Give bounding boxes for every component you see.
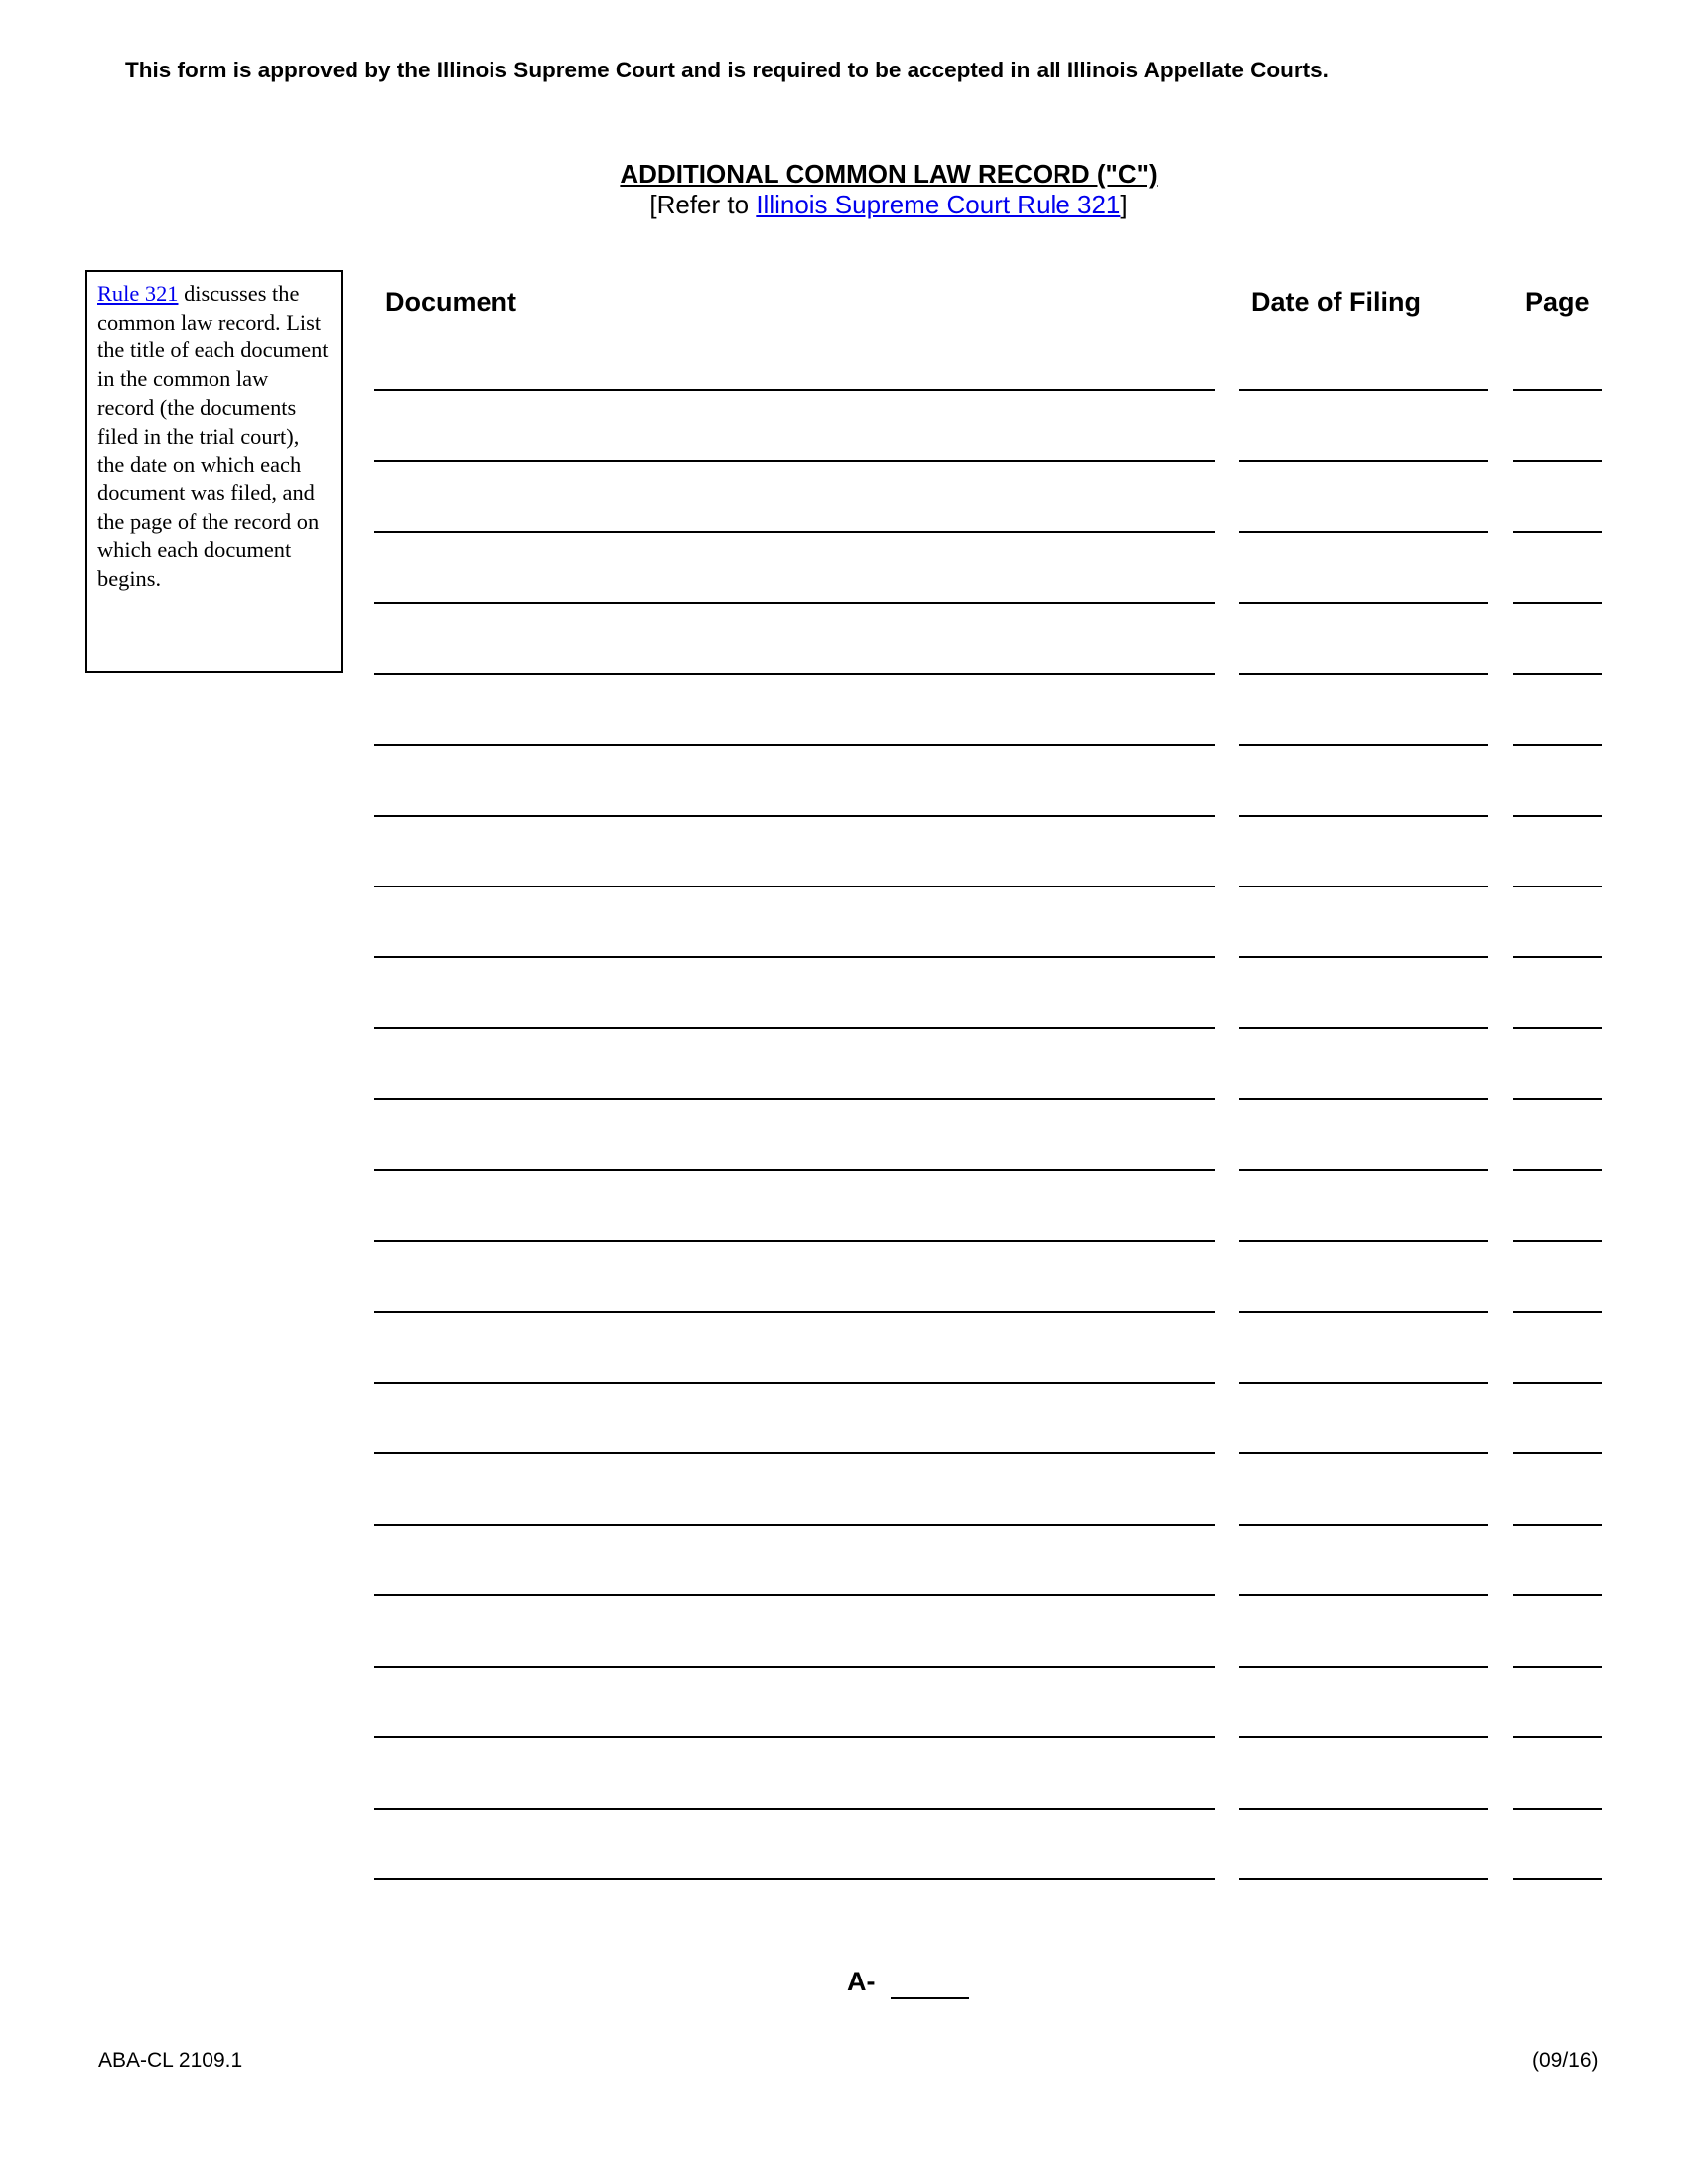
date-of-filing-line[interactable] bbox=[1239, 1027, 1488, 1029]
date-of-filing-line[interactable] bbox=[1239, 1524, 1488, 1526]
instructions-text: discusses the common law record. List the title of each document in the common law record (the documents filed in the trial court), the date on which each document was filed, and the page of the record on which each document begins. bbox=[97, 281, 329, 592]
form-id: ABA-CL 2109.1 bbox=[98, 2049, 243, 2072]
page-line[interactable] bbox=[1513, 602, 1602, 604]
revision-date: (09/16) bbox=[1532, 2049, 1599, 2072]
document-line[interactable] bbox=[374, 1311, 1215, 1313]
appendix-page-number-blank[interactable] bbox=[891, 1997, 969, 1999]
document-line[interactable] bbox=[374, 1666, 1215, 1668]
date-of-filing-line[interactable] bbox=[1239, 460, 1488, 462]
page-line[interactable] bbox=[1513, 1878, 1602, 1880]
column-header-date-of-filing: Date of Filing bbox=[1251, 287, 1421, 317]
page-line[interactable] bbox=[1513, 1098, 1602, 1100]
date-of-filing-line[interactable] bbox=[1239, 1736, 1488, 1738]
date-of-filing-line[interactable] bbox=[1239, 602, 1488, 604]
document-line[interactable] bbox=[374, 744, 1215, 746]
rule-reference bbox=[0, 190, 1688, 220]
document-line[interactable] bbox=[374, 1594, 1215, 1596]
document-line[interactable] bbox=[374, 1524, 1215, 1526]
page-line[interactable] bbox=[1513, 531, 1602, 533]
page-line[interactable] bbox=[1513, 815, 1602, 817]
refer-suffix: ] bbox=[1120, 190, 1128, 219]
date-of-filing-line[interactable] bbox=[1239, 1311, 1488, 1313]
date-of-filing-line[interactable] bbox=[1239, 1594, 1488, 1596]
document-line[interactable] bbox=[374, 1808, 1215, 1810]
rule-321-link[interactable]: Illinois Supreme Court Rule 321 bbox=[756, 190, 1121, 219]
date-of-filing-line[interactable] bbox=[1239, 1878, 1488, 1880]
page-line[interactable] bbox=[1513, 1169, 1602, 1171]
page-line[interactable] bbox=[1513, 886, 1602, 887]
page-line[interactable] bbox=[1513, 1382, 1602, 1384]
date-of-filing-line[interactable] bbox=[1239, 1452, 1488, 1454]
document-line[interactable] bbox=[374, 1452, 1215, 1454]
document-line[interactable] bbox=[374, 956, 1215, 958]
document-line[interactable] bbox=[374, 602, 1215, 604]
document-line[interactable] bbox=[374, 1169, 1215, 1171]
document-line[interactable] bbox=[374, 1098, 1215, 1100]
document-line[interactable] bbox=[374, 886, 1215, 887]
form-title: ADDITIONAL COMMON LAW RECORD ("C") bbox=[620, 159, 1158, 189]
date-of-filing-line[interactable] bbox=[1239, 956, 1488, 958]
page-line[interactable] bbox=[1513, 1736, 1602, 1738]
document-line[interactable] bbox=[374, 1736, 1215, 1738]
document-line[interactable] bbox=[374, 460, 1215, 462]
rule-321-note-link[interactable]: Rule 321 bbox=[97, 281, 179, 306]
document-line[interactable] bbox=[374, 1027, 1215, 1029]
page-line[interactable] bbox=[1513, 673, 1602, 675]
refer-prefix: [Refer to bbox=[649, 190, 757, 219]
page-line[interactable] bbox=[1513, 1524, 1602, 1526]
appendix-page-label: A- bbox=[847, 1967, 876, 1996]
document-line[interactable] bbox=[374, 389, 1215, 391]
date-of-filing-line[interactable] bbox=[1239, 1240, 1488, 1242]
date-of-filing-line[interactable] bbox=[1239, 815, 1488, 817]
page-line[interactable] bbox=[1513, 1594, 1602, 1596]
page-line[interactable] bbox=[1513, 1240, 1602, 1242]
instructions-box bbox=[85, 270, 343, 673]
date-of-filing-line[interactable] bbox=[1239, 1808, 1488, 1810]
document-line[interactable] bbox=[374, 673, 1215, 675]
document-line[interactable] bbox=[374, 815, 1215, 817]
document-line[interactable] bbox=[374, 1240, 1215, 1242]
page-line[interactable] bbox=[1513, 1027, 1602, 1029]
page-line[interactable] bbox=[1513, 1666, 1602, 1668]
page-line[interactable] bbox=[1513, 1808, 1602, 1810]
document-line[interactable] bbox=[374, 531, 1215, 533]
date-of-filing-line[interactable] bbox=[1239, 1169, 1488, 1171]
page-line[interactable] bbox=[1513, 744, 1602, 746]
date-of-filing-line[interactable] bbox=[1239, 673, 1488, 675]
page-line[interactable] bbox=[1513, 1452, 1602, 1454]
date-of-filing-line[interactable] bbox=[1239, 1382, 1488, 1384]
page-line[interactable] bbox=[1513, 460, 1602, 462]
document-line[interactable] bbox=[374, 1382, 1215, 1384]
date-of-filing-line[interactable] bbox=[1239, 389, 1488, 391]
date-of-filing-line[interactable] bbox=[1239, 1666, 1488, 1668]
date-of-filing-line[interactable] bbox=[1239, 744, 1488, 746]
page-line[interactable] bbox=[1513, 1311, 1602, 1313]
page-line[interactable] bbox=[1513, 956, 1602, 958]
document-line[interactable] bbox=[374, 1878, 1215, 1880]
approval-notice: This form is approved by the Illinois Supreme Court and is required to be accepted in all Illinois Appellate Courts. bbox=[125, 58, 1329, 82]
date-of-filing-line[interactable] bbox=[1239, 886, 1488, 887]
page-line[interactable] bbox=[1513, 389, 1602, 391]
column-header-page: Page bbox=[1525, 287, 1590, 317]
date-of-filing-line[interactable] bbox=[1239, 1098, 1488, 1100]
column-header-document: Document bbox=[385, 287, 517, 317]
date-of-filing-line[interactable] bbox=[1239, 531, 1488, 533]
